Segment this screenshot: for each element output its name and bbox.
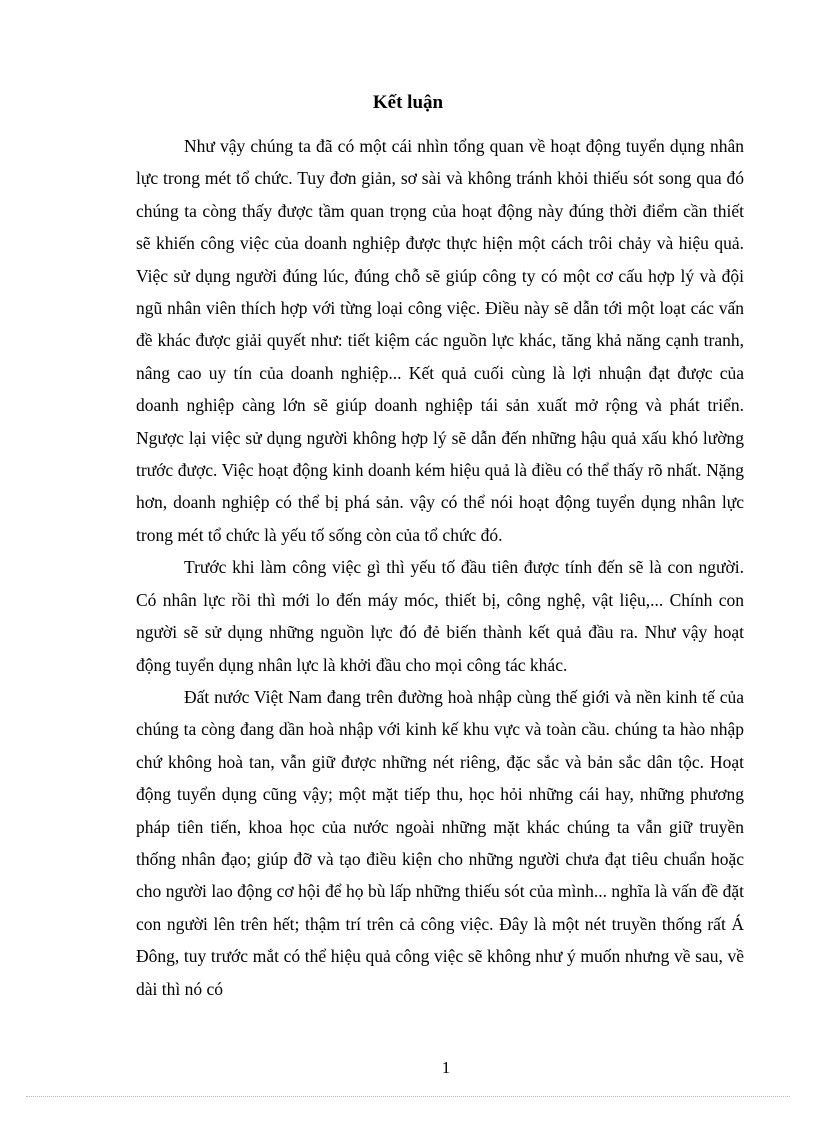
body-text xyxy=(136,130,744,1005)
page-break-divider xyxy=(26,1096,790,1097)
page-title: Kết luận xyxy=(372,92,444,113)
page-number: 1 xyxy=(441,1058,451,1077)
paragraph-2: Trước khi làm công việc gì thì yếu tố đầu tiên được tính đến sẽ là con người. Có nhân lực rồi thì mới lo đến máy móc, thiết bị, công nghệ, vật liệu,... Chính con người sẽ sử dụng những nguồn lực đó đẻ biến thành kết quả đầu ra. Như vậy hoạt động tuyển dụng nhân lực là khởi đầu cho mọi công tác khác. xyxy=(136,557,744,675)
paragraph-3: Đất nước Việt Nam đang trên đường hoà nhập cùng thế giới và nền kinh tế của chúng ta còng đang dần hoà nhập với kinh kế khu vực và toàn cầu. chúng ta hào nhập chứ không hoà tan, vẫn giữ được những nét riêng, đặc sắc và bản sắc dân tộc. Hoạt động tuyển dụng cũng vậy; một mặt tiếp thu, học hỏi những cái hay, những phương pháp tiên tiến, khoa học của nước ngoài những mặt khác chúng ta vẫn giữ truyền thống nhân đạo; giúp đỡ và tạo điều kiện cho những người chưa đạt tiêu chuẩn hoặc cho người lao động cơ hội để họ bù lấp những thiếu sót của mình... nghĩa là vấn đề đặt con người lên trên hết; thậm trí trên cả công việc. Đây là một nét truyền thống rất Á Đông, tuy trước mắt có thể hiệu quả công việc sẽ không như ý muốn nhưng về sau, về dài thì nó có xyxy=(136,686,744,999)
paragraph-1: Như vậy chúng ta đã có một cái nhìn tổng quan về hoạt động tuyển dụng nhân lực trong mét tổ chức. Tuy đơn giản, sơ sài và không tránh khỏi thiếu sót song qua đó chúng ta còng thấy được tầm quan trọng của hoạt động này đúng thời điểm cần thiết sẽ khiến công việc của doanh nghiệp được thực hiện một cách trôi chảy và hiệu quả. Việc sử dụng người đúng lúc, đúng chỗ sẽ giúp công ty có một cơ cấu hợp lý và đội ngũ nhân viên thích hợp với từng loại công việc. Điều này sẽ dẫn tới một loạt các vấn đề khác được giải quyết như: tiết kiệm các nguồn lực khác, tăng khả năng cạnh tranh, nâng cao uy tín của doanh nghiệp... Kết quả cuối cùng là lợi nhuận đạt được của doanh nghiệp càng lớn sẽ giúp doanh nghiệp tái sản xuất mở rộng và phát triển. Ngược lại việc sử dụng người không hợp lý sẽ dẫn đến những hậu quả xấu khó lường trước được. Việc hoạt động kinh doanh kém hiệu quả là điều có thể thấy rõ nhất. Nặng hơn, doanh nghiệp có thể bị phá sản. vậy có thể nói hoạt động tuyển dụng nhân lực trong mét tổ chức là yếu tố sống còn của tổ chức đó. xyxy=(136,136,744,545)
